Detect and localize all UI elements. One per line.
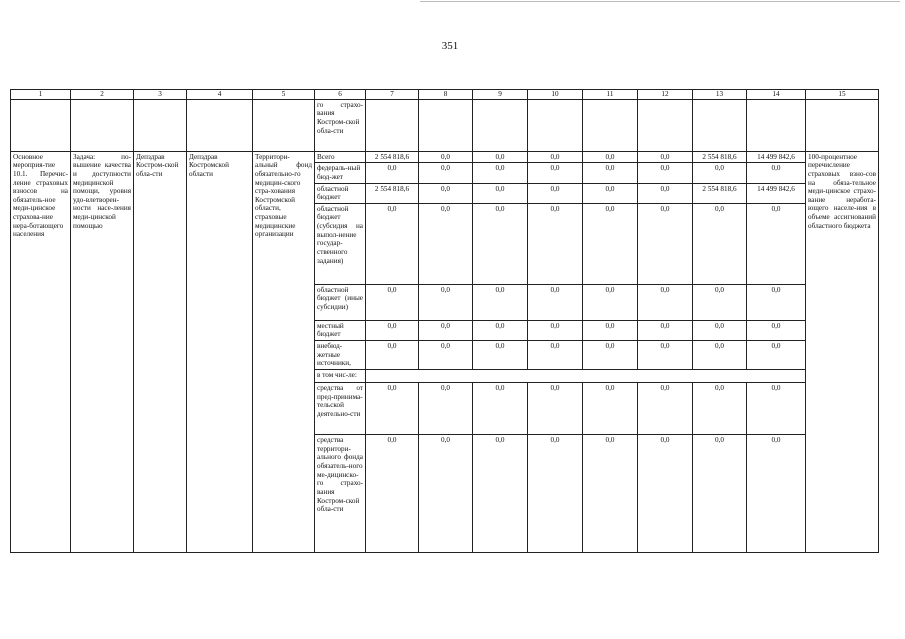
value-cell: 0,0 <box>419 435 473 553</box>
participants-cell: Территори-альный фонд обязательно-го медицин-ского стра-хования Костромской области, страховые медицинские организации <box>253 151 315 552</box>
cell <box>71 99 134 151</box>
funding-source-cell: средства территори-ального фонда обязатель-ного ме-дицинско-го страхо-вания Костром-ской обла-сти <box>315 435 366 553</box>
cell <box>583 99 638 151</box>
carry-row <box>11 99 879 151</box>
value-cell: 0,0 <box>693 435 747 553</box>
value-cell: 0,0 <box>473 435 528 553</box>
budget-table <box>10 89 879 553</box>
value-cell: 0,0 <box>473 383 528 435</box>
value-cell: 0,0 <box>638 203 693 284</box>
cell <box>419 99 473 151</box>
funding-source-cell: средства от пред-принима-тельской деятельно-сти <box>315 383 366 435</box>
column-header: 10 <box>528 90 583 100</box>
cell <box>187 99 253 151</box>
column-header: 15 <box>806 90 879 100</box>
funding-source-cell: внебюд-жетные источники, <box>315 341 366 370</box>
value-cell: 0,0 <box>366 341 419 370</box>
value-cell: 0,0 <box>638 163 693 183</box>
funding-source-cell: Всего <box>315 151 366 163</box>
value-cell: 0,0 <box>583 163 638 183</box>
column-header: 12 <box>638 90 693 100</box>
carry-source-cell: го страхо-вания Костром-ской обла-сти <box>315 99 366 151</box>
funding-source-cell: федераль-ный бюд-жет <box>315 163 366 183</box>
value-cell: 2 554 818,6 <box>366 183 419 203</box>
cell <box>473 99 528 151</box>
column-header: 11 <box>583 90 638 100</box>
table-row <box>11 151 879 163</box>
value-cell: 0,0 <box>528 341 583 370</box>
value-cell: 0,0 <box>747 284 806 320</box>
value-cell: 0,0 <box>528 435 583 553</box>
value-cell: 0,0 <box>528 284 583 320</box>
page-number: 351 <box>441 40 459 52</box>
value-cell: 0,0 <box>419 203 473 284</box>
value-cell: 0,0 <box>583 341 638 370</box>
value-cell: 2 554 818,6 <box>693 183 747 203</box>
value-cell: 0,0 <box>638 383 693 435</box>
value-cell: 0,0 <box>473 163 528 183</box>
value-cell: 0,0 <box>747 435 806 553</box>
responsible-cell: Депздрав Костром-ской обла-сти <box>134 151 187 552</box>
value-cell: 0,0 <box>366 320 419 340</box>
value-cell: 0,0 <box>583 383 638 435</box>
value-cell: 0,0 <box>419 183 473 203</box>
value-cell: 0,0 <box>528 383 583 435</box>
value-cell: 0,0 <box>366 284 419 320</box>
column-header: 5 <box>253 90 315 100</box>
activity-name-cell: Основное мероприя-тие 10.1. Перечис-ление страховых взносов на обязатель-ное меди-цинское страхова-ние нера-ботающего населения <box>11 151 71 552</box>
value-cell: 0,0 <box>638 183 693 203</box>
value-cell: 0,0 <box>366 383 419 435</box>
value-cell: 0,0 <box>638 435 693 553</box>
column-header: 9 <box>473 90 528 100</box>
cell <box>693 99 747 151</box>
cell <box>638 99 693 151</box>
column-header: 2 <box>71 90 134 100</box>
value-cell: 0,0 <box>419 284 473 320</box>
cell <box>806 99 879 151</box>
value-cell: 0,0 <box>473 183 528 203</box>
value-cell: 0,0 <box>693 163 747 183</box>
column-header: 13 <box>693 90 747 100</box>
value-cell: 0,0 <box>583 435 638 553</box>
value-cell: 0,0 <box>638 284 693 320</box>
column-header: 8 <box>419 90 473 100</box>
value-cell: 0,0 <box>366 203 419 284</box>
value-cell: 0,0 <box>473 151 528 163</box>
value-cell: 0,0 <box>747 203 806 284</box>
value-cell: 0,0 <box>583 151 638 163</box>
coexecutor-cell: Депздрав Костромской области <box>187 151 253 552</box>
cell <box>528 99 583 151</box>
result-cell: 100-процентное перечисление страховых взно-сов на обяза-тельное меди-цинское страхо-вание неработа-ющего населе-ния в объеме ассигнований областного бюджета <box>806 151 879 552</box>
column-header: 1 <box>11 90 71 100</box>
cell <box>366 99 419 151</box>
value-cell: 0,0 <box>419 341 473 370</box>
cell <box>134 99 187 151</box>
value-cell: 0,0 <box>747 320 806 340</box>
value-cell: 0,0 <box>583 183 638 203</box>
funding-source-cell: областной бюджет (субсидия на выпол-нение государ-ственного задания) <box>315 203 366 284</box>
value-cell: 0,0 <box>473 341 528 370</box>
funding-source-cell: областной бюджет <box>315 183 366 203</box>
column-header: 3 <box>134 90 187 100</box>
value-cell: 0,0 <box>419 320 473 340</box>
value-cell: 0,0 <box>528 203 583 284</box>
column-header: 6 <box>315 90 366 100</box>
column-header: 4 <box>187 90 253 100</box>
value-cell: 0,0 <box>693 341 747 370</box>
column-header: 14 <box>747 90 806 100</box>
value-cell: 0,0 <box>473 203 528 284</box>
value-cell: 0,0 <box>638 151 693 163</box>
value-cell: 14 499 842,6 <box>747 183 806 203</box>
value-cell: 0,0 <box>528 183 583 203</box>
value-cell: 2 554 818,6 <box>693 151 747 163</box>
value-cell: 0,0 <box>693 383 747 435</box>
value-cell: 0,0 <box>419 163 473 183</box>
value-cell: 0,0 <box>419 151 473 163</box>
value-cell: 0,0 <box>638 341 693 370</box>
task-cell: Задача: по-вышение качества и доступности медицинской помощи, уровня удо-влетворен-ности насе-ления меди-цинской помощью <box>71 151 134 552</box>
value-cell: 0,0 <box>473 284 528 320</box>
column-header: 7 <box>366 90 419 100</box>
funding-source-cell: местный бюджет <box>315 320 366 340</box>
value-cell: 0,0 <box>693 203 747 284</box>
top-rule <box>420 1 900 2</box>
value-cell: 0,0 <box>366 435 419 553</box>
funding-source-cell: областной бюджет (иные субсидии) <box>315 284 366 320</box>
funding-source-cell: в том чис-ле: <box>315 370 366 383</box>
value-cell: 0,0 <box>583 320 638 340</box>
value-cell: 2 554 818,6 <box>366 151 419 163</box>
cell <box>11 99 71 151</box>
value-cell: 0,0 <box>528 151 583 163</box>
value-cell: 0,0 <box>366 163 419 183</box>
value-cell: 14 499 842,6 <box>747 151 806 163</box>
value-cell: 0,0 <box>693 284 747 320</box>
value-cell: 0,0 <box>419 383 473 435</box>
cell <box>253 99 315 151</box>
value-cell: 0,0 <box>473 320 528 340</box>
value-cell: 0,0 <box>583 203 638 284</box>
value-cell: 0,0 <box>638 320 693 340</box>
header-row <box>11 90 879 100</box>
empty-cell <box>366 370 806 383</box>
value-cell: 0,0 <box>583 284 638 320</box>
value-cell: 0,0 <box>747 163 806 183</box>
value-cell: 0,0 <box>528 163 583 183</box>
cell <box>747 99 806 151</box>
value-cell: 0,0 <box>747 383 806 435</box>
value-cell: 0,0 <box>747 341 806 370</box>
value-cell: 0,0 <box>693 320 747 340</box>
value-cell: 0,0 <box>528 320 583 340</box>
